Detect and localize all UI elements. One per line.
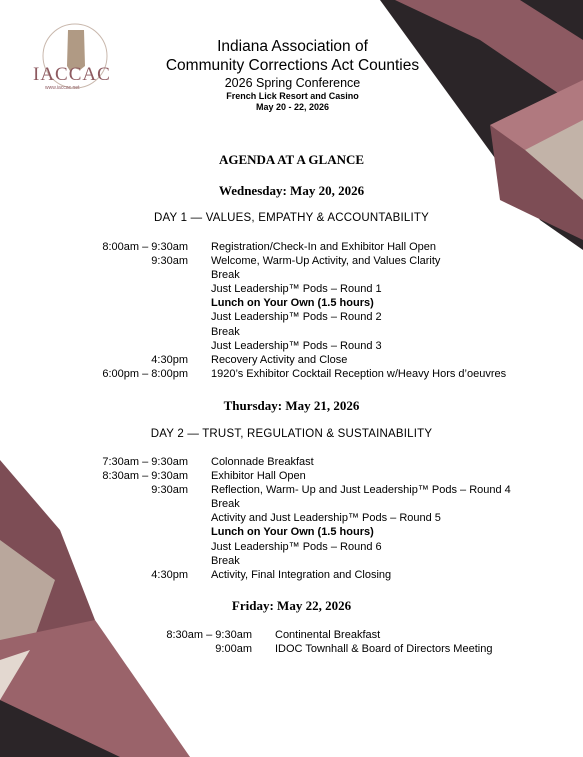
schedule-time: 8:00am – 9:30am [102, 241, 188, 253]
day-3-date: Friday: May 22, 2026 [231, 598, 352, 613]
schedule-description: Just Leadership™ Pods – Round 1 [211, 283, 382, 296]
header-venue: French Lick Resort and Casino [226, 91, 359, 101]
schedule-row [90, 296, 506, 310]
logo-text: IACCAC [33, 64, 111, 85]
schedule-time [90, 511, 188, 525]
schedule-time [90, 296, 188, 310]
schedule-row [90, 254, 506, 268]
schedule-time: 9:00am [215, 643, 252, 656]
schedule-row [90, 525, 511, 539]
schedule-row [90, 568, 511, 582]
schedule-time: 6:00pm – 8:00pm [102, 367, 188, 380]
schedule-row [90, 455, 511, 469]
day-3-schedule [154, 628, 492, 656]
schedule-row [90, 268, 506, 282]
schedule-row [90, 339, 506, 353]
header-line-1: Indiana Association of [217, 38, 368, 55]
schedule-time [90, 540, 188, 554]
logo-url: www.iaccac.net [45, 85, 80, 91]
schedule-description: Break [211, 325, 240, 338]
schedule-row [154, 642, 492, 656]
schedule-description: Colonnade Breakfast [211, 456, 314, 468]
schedule-time [90, 497, 188, 511]
day-1-theme: DAY 1 — VALUES, EMPATHY & ACCOUNTABILITY [154, 212, 429, 224]
schedule-time: 4:30pm [151, 568, 188, 581]
schedule-row [90, 497, 511, 511]
schedule-time [90, 554, 188, 568]
day-2-date: Thursday: May 21, 2026 [223, 398, 360, 413]
schedule-time [90, 339, 188, 353]
day-2-schedule [90, 455, 511, 582]
schedule-description: Recovery Activity and Close [211, 353, 348, 366]
schedule-time: 9:30am [151, 255, 188, 268]
schedule-description: Break [211, 269, 240, 282]
schedule-row [90, 240, 506, 254]
schedule-row [90, 483, 511, 497]
schedule-time: 8:30am – 9:30am [102, 470, 188, 483]
schedule-description: Lunch on Your Own (1.5 hours) [211, 526, 374, 539]
schedule-time [90, 282, 188, 296]
day-2-theme: DAY 2 — TRUST, REGULATION & SUSTAINABILITY [150, 428, 433, 440]
header-line-2: Community Corrections Act Counties [165, 57, 420, 74]
schedule-time: 4:30pm [151, 353, 188, 366]
schedule-row [90, 367, 506, 381]
schedule-time: 9:30am [151, 484, 188, 497]
schedule-row [90, 310, 506, 324]
schedule-time: 7:30am – 9:30am [102, 456, 188, 468]
schedule-description: Break [211, 554, 240, 567]
schedule-row [90, 511, 511, 525]
header-dates: May 20 - 22, 2026 [255, 102, 330, 112]
schedule-description: Continental Breakfast [275, 629, 381, 641]
schedule-description: 1920’s Exhibitor Cocktail Reception w/Heavy Hors d’oeuvres [211, 367, 507, 380]
schedule-row [90, 353, 506, 367]
schedule-time: 8:30am – 9:30am [166, 629, 252, 641]
schedule-description: Exhibitor Hall Open [211, 470, 306, 483]
schedule-time [90, 325, 188, 339]
schedule-description: Just Leadership™ Pods – Round 6 [211, 540, 382, 553]
schedule-row [90, 469, 511, 483]
day-1-date: Wednesday: May 20, 2026 [218, 183, 365, 198]
schedule-description: Break [211, 498, 240, 511]
schedule-description: Lunch on Your Own (1.5 hours) [211, 297, 374, 310]
header-line-3: 2026 Spring Conference [224, 76, 361, 90]
schedule-description: Reflection, Warm- Up and Just Leadership™ Pods – Round 4 [211, 484, 511, 497]
schedule-description: Just Leadership™ Pods – Round 3 [211, 339, 382, 352]
schedule-row [90, 540, 511, 554]
schedule-description: Activity, Final Integration and Closing [211, 568, 392, 581]
schedule-time [90, 310, 188, 324]
schedule-row [90, 325, 506, 339]
schedule-time [90, 268, 188, 282]
schedule-description: Just Leadership™ Pods – Round 2 [211, 311, 382, 324]
day-1-schedule [90, 240, 506, 381]
schedule-row [154, 628, 492, 642]
schedule-time [90, 525, 188, 539]
schedule-description: IDOC Townhall & Board of Directors Meeting [275, 643, 493, 656]
schedule-row [90, 554, 511, 568]
agenda-title: AGENDA AT A GLANCE [218, 152, 365, 167]
schedule-description: Registration/Check-In and Exhibitor Hall Open [211, 241, 437, 253]
conference-header [150, 37, 435, 113]
schedule-description: Welcome, Warm-Up Activity, and Values Clarity [211, 255, 441, 268]
schedule-description: Activity and Just Leadership™ Pods – Round 5 [211, 512, 441, 525]
schedule-row [90, 282, 506, 296]
